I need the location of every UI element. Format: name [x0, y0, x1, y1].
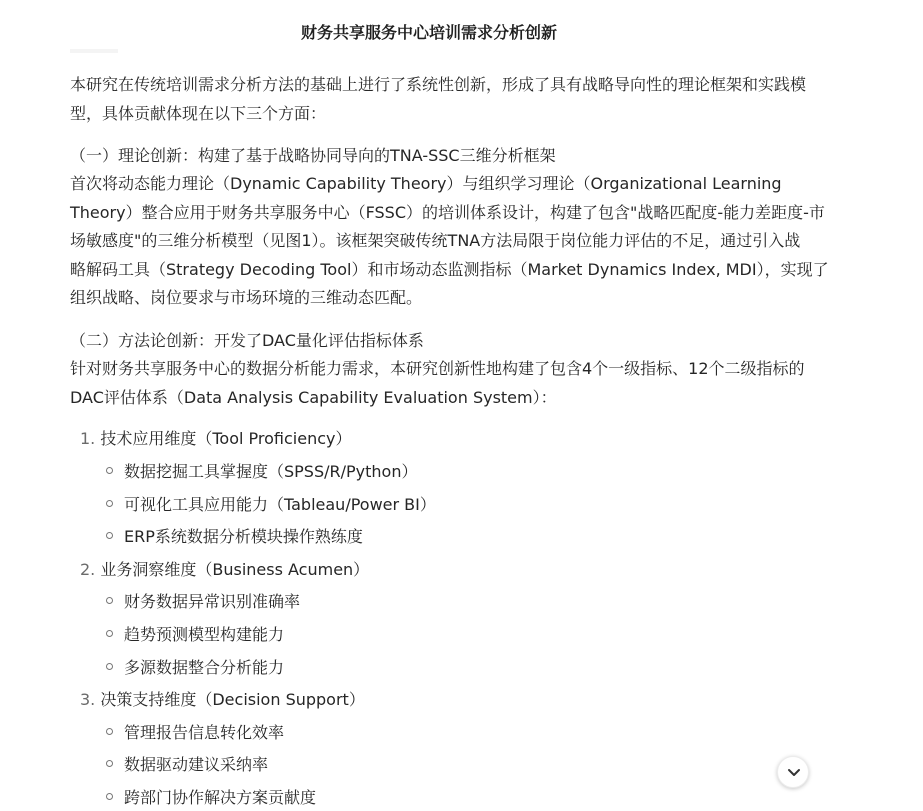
list-item-dimension: [80, 687, 365, 713]
list-item-text: 数据驱动建议采纳率: [124, 755, 269, 774]
bullet-icon: [106, 728, 113, 735]
list-item-text: 财务数据异常识别准确率: [124, 592, 301, 611]
paragraph-line: 组织战略、岗位要求与市场环境的三维动态匹配。: [70, 288, 423, 308]
document-title: 财务共享服务中心培训需求分析创新: [300, 23, 557, 42]
list-item-label: 技术应用维度（Tool Proficiency）: [100, 429, 352, 448]
list-item: [106, 589, 300, 615]
list-number: 1.: [80, 429, 96, 448]
intro-line: 本研究在传统培训需求分析方法的基础上进行了系统性创新，形成了具有战略导向性的理论框架和实践模: [70, 75, 807, 94]
paragraph-line: 首次将动态能力理论（Dynamic Capability Theory）与组织学习理论（Organizational Learning: [70, 174, 782, 193]
paragraph-line: Theory）整合应用于财务共享服务中心（FSSC）的培训体系设计，构建了包含"战略匹配度-能力差距度-市: [70, 202, 825, 222]
section-paragraph-method: [70, 355, 830, 412]
bullet-icon: [106, 532, 113, 539]
bullet-icon: [106, 597, 113, 604]
list-item: [106, 524, 363, 550]
list-item-dimension: [80, 557, 369, 583]
bullet-icon: [106, 663, 113, 670]
section-heading-method: （二）方法论创新：开发了DAC量化评估指标体系: [70, 331, 424, 350]
list-number: 2.: [80, 560, 96, 579]
paragraph-line: 场敏感度"的三维分析模型（见图1）。该框架突破传统TNA方法局限于岗位能力评估的不足，通过引入战: [70, 231, 801, 251]
chevron-down-icon: [786, 766, 802, 780]
list-item-dimension: [80, 426, 351, 452]
divider: [70, 49, 118, 53]
bullet-icon: [106, 630, 113, 637]
list-item-text: 管理报告信息转化效率: [124, 723, 285, 742]
list-item: [106, 492, 436, 518]
list-item: [106, 752, 268, 778]
list-item-text: 多源数据整合分析能力: [124, 658, 285, 677]
list-item: [106, 785, 316, 811]
list-item: [106, 622, 284, 648]
paragraph-line: 针对财务共享服务中心的数据分析能力需求，本研究创新性地构建了包含4个一级指标、12个二级指标的: [70, 359, 805, 378]
list-item-label: 业务洞察维度（Business Acumen）: [100, 560, 370, 579]
list-item-text: 可视化工具应用能力（Tableau/Power BI）: [124, 495, 436, 514]
list-item: [106, 655, 284, 681]
section-paragraph-theory: [70, 170, 830, 313]
list-number: 3.: [80, 690, 96, 709]
list-item-text: 趋势预测模型构建能力: [124, 625, 285, 644]
paragraph-line: 略解码工具（Strategy Decoding Tool）和市场动态监测指标（Market Dynamics Index, MDI），实现了: [70, 259, 829, 279]
intro-paragraph: [70, 70, 822, 128]
bullet-icon: [106, 500, 113, 507]
list-item-text: 数据挖掘工具掌握度（SPSS/R/Python）: [124, 462, 418, 481]
scroll-down-button[interactable]: [777, 756, 809, 788]
list-item-text: ERP系统数据分析模块操作熟练度: [124, 527, 363, 546]
bullet-icon: [106, 467, 113, 474]
list-item: [106, 720, 284, 746]
section-heading-theory: （一）理论创新：构建了基于战略协同导向的TNA-SSC三维分析框架: [70, 146, 556, 165]
list-item: [106, 459, 417, 485]
paragraph-line: DAC评估体系（Data Analysis Capability Evaluation System）：: [70, 387, 557, 407]
intro-line: 型，具体贡献体现在以下三个方面：: [70, 104, 327, 123]
bullet-icon: [106, 760, 113, 767]
bullet-icon: [106, 793, 113, 800]
list-item-label: 决策支持维度（Decision Support）: [100, 690, 365, 709]
list-item-text: 跨部门协作解决方案贡献度: [124, 788, 317, 807]
